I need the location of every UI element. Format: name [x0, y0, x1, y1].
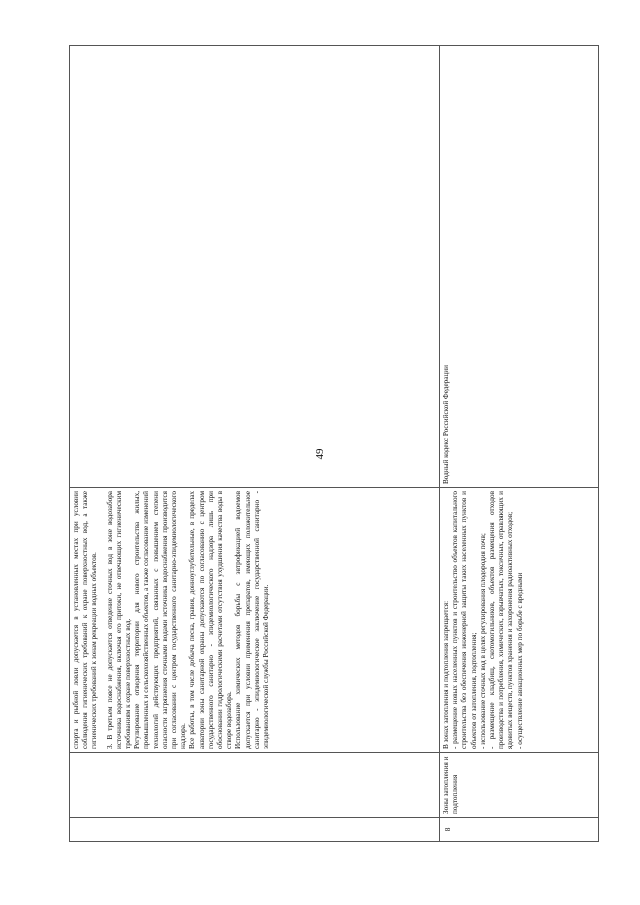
restrictions-cell — [439, 488, 598, 753]
table-row — [439, 46, 598, 842]
rotated-content — [69, 52, 599, 842]
row-number: 8 — [439, 818, 598, 842]
restriction-text: В зонах затопления и подтопления запрещается: — [441, 600, 450, 749]
restrictions-cell — [70, 488, 440, 753]
law-reference — [70, 46, 440, 488]
restriction-text: Регулирование отведения территории для нового строительства жилых, промышленных и сельскохозяйственных объектов, а также согласование изменений технологий действующих предприятий, связанных с повышением степени опасности загрязнения сточными водами источника водоснабжения производится при согласовании с центром государственного санитарно-эпидемиологического надзора. — [133, 491, 188, 749]
restriction-text: спорта и рыбной ловли допускается в установленных местах при условии соблюдения гигиенических требований к охране поверхностных вод, а также гигиенических требований к зонам рекреации водных объектов. — [72, 491, 99, 749]
zones-table — [69, 45, 599, 842]
restriction-text: Все работы, в том числе добыча песка, гравия, донноуглубительные, в пределах акватории зоны санитарной охраны допускаются по согласованию с центром государственного санитарно - эпидемиологического надзора лишь при обосновании гидрологическими расчетами отсутствия ухудшения качества воды в створе водозабора. — [188, 491, 234, 749]
page-number: 49 — [314, 448, 326, 460]
law-reference: Водный кодекс Российской Федерации — [439, 46, 598, 488]
zone-name: Зоны затопления и подтопления — [439, 753, 598, 818]
table-row — [70, 46, 440, 842]
restriction-text: - размещение кладбищ, скотомогильников, объектов размещения отходов производства и потребления, химических, взрывчатых, токсичных, отравляющих и ядовитых веществ, пунктов хранения и захоронения радиоактивных отходов; — [487, 491, 515, 749]
zone-name — [70, 753, 440, 818]
restriction-text: 3. В третьем поясе не допускается отведение сточных вод в зоне водозабора источника водоснабжения, включая его притоки, не отвечающих гигиеническим требованиям к охране поверхностных вод. — [105, 491, 133, 749]
restriction-text: - осуществление авиационных мер по борьбе с вредными — [515, 572, 524, 749]
restriction-text: - использование сточных вод в целях регулирования плодородия почв; — [478, 533, 487, 749]
restriction-text: Использование химических методов борьбы с эвтрофикацией водоемов допускается при условии применения препаратов, имеющих положительное санитарно - эпидемиологическое заключение государственной санитарно - эпидемиологической службы Российской Федерации. — [234, 491, 271, 749]
restriction-text: - размещение новых населенных пунктов и строительство объектов капитального строительства без обеспечения инженерной защиты таких населенных пунктов и объектов от затопления, подтопления; — [451, 491, 478, 749]
row-number — [70, 818, 440, 842]
